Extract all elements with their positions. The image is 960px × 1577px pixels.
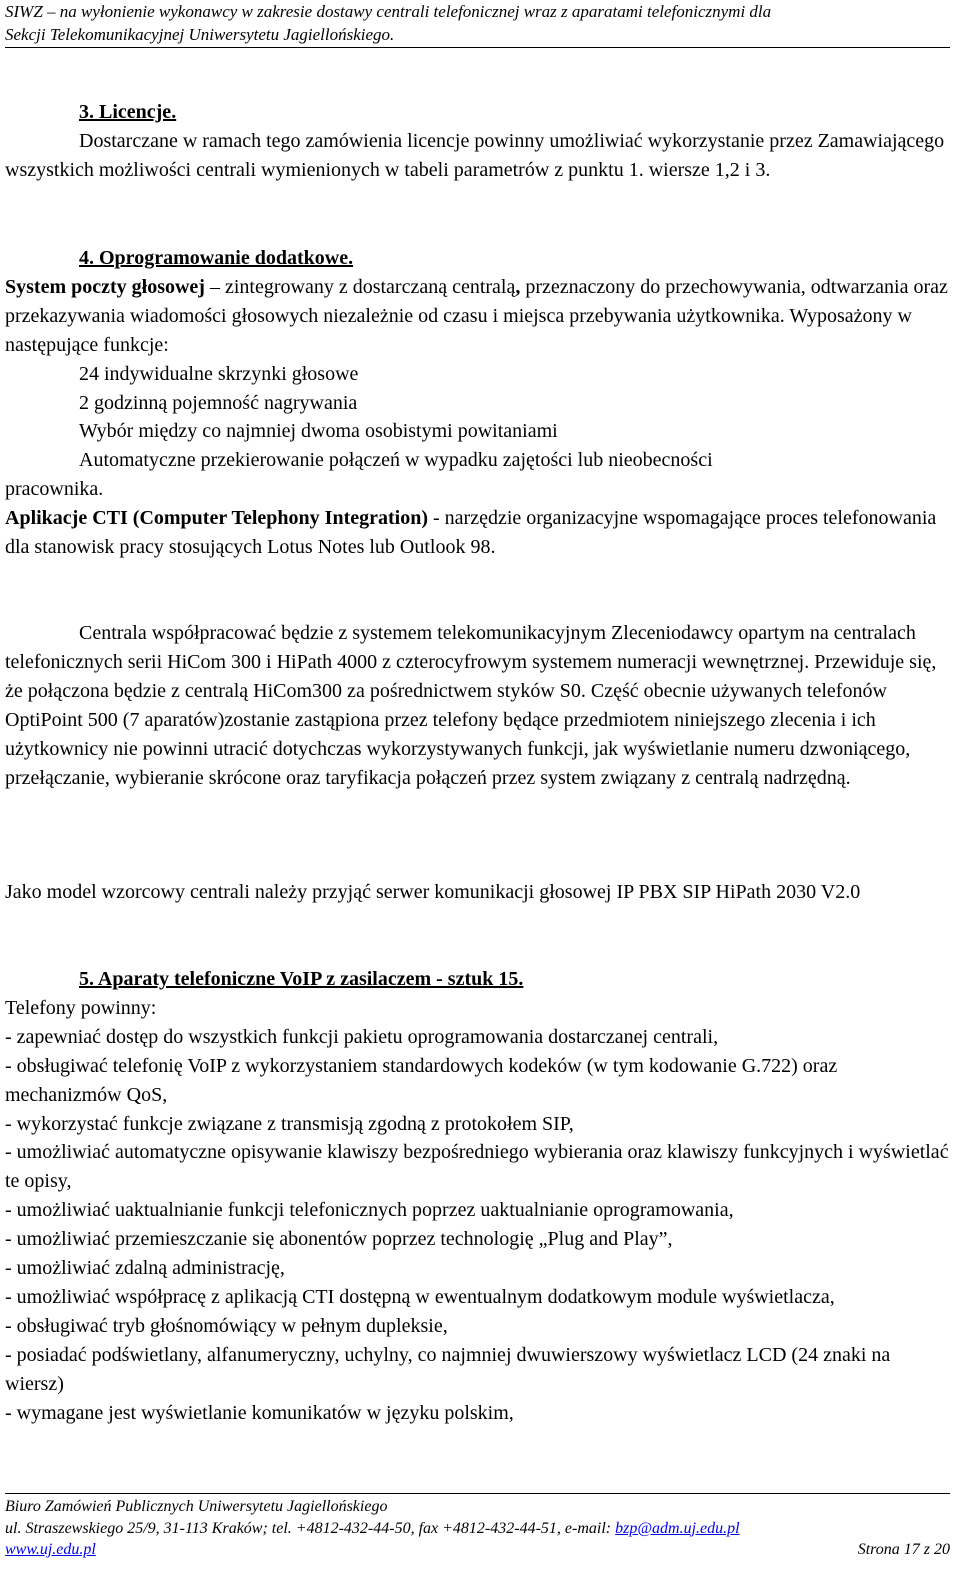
section-oprogramowanie [5, 244, 950, 562]
footer-website-link[interactable]: www.uj.edu.pl [5, 1541, 96, 1558]
centrala-paragraph [5, 619, 950, 792]
footer-office: Biuro Zamówień Publicznych Uniwersytetu Jagiellońskiego [5, 1498, 388, 1515]
page-footer [5, 1493, 950, 1561]
requirement-item: - wymagane jest wyświetlanie komunikatów w języku polskim, [5, 1401, 514, 1424]
requirement-item: - umożliwiać automatyczne opisywanie klawiszy bezpośredniego wybierania oraz klawiszy funkcyjnych i wyświetlać te opisy, [5, 1141, 949, 1193]
footer-address-line [5, 1518, 950, 1540]
requirement-item: - wykorzystać funkcje związane z transmisją zgodną z protokołem SIP, [5, 1112, 574, 1135]
footer-bottom-row [5, 1539, 950, 1561]
cti-text: - narzędzie organizacyjne wspomagające proces telefonowania dla stanowisk pracy stosujących Lotus Notes lub Outlook 98. [5, 507, 937, 559]
feature-tail: pracownika. [5, 478, 104, 501]
page-number: Strona 17 z 20 [857, 1541, 950, 1558]
section-3-body: Dostarczane w ramach tego zamówienia licencje powinny umożliwiać wykorzystanie przez Zamawiającego wszystkich możliwości centrali wymienionych w tabeli parametrów z punktu 1. wiersze 1,2 i 3. [5, 129, 945, 181]
voicemail-text-2: przeznaczony do przechowywania, odtwarzania oraz przekazywania wiadomości głosowych niezależnie od czasu i miejsca przebywania użytkownika. Wyposażony w następujące funkcje: [5, 275, 948, 356]
section-4-heading: 4. Oprogramowanie dodatkowe. [79, 247, 354, 269]
requirement-item: - obsługiwać tryb głośnomówiący w pełnym dupleksie, [5, 1314, 448, 1337]
page-header [5, 0, 950, 48]
section-5-intro: Telefony powinny: [5, 996, 157, 1019]
requirement-item: - umożliwiać przemieszczanie się abonentów poprzez technologię „Plug and Play”, [5, 1228, 673, 1251]
model-paragraph: Jako model wzorcowy centrali należy przyjąć serwer komunikacji głosowej IP PBX SIP HiPath 2030 V2.0 [5, 881, 861, 903]
centrala-text: Centrala współpracować będzie z systemem telekomunikacyjnym Zleceniodawcy opartym na centralach telefonicznych serii HiCom 300 i HiPath 4000 z czterocyfrowym systemem numeracji wewnętrznej. Przewiduje się, że połączona będzie z centralą HiCom300 za pośrednictwem styków S0. Część obecnie używanych telefonów OptiPoint 500 (7 aparatów)zostanie zastąpiona przez telefony będące przedmiotem niniejszego zlecenia i ich użytkownicy nie powinni utracić dotychczas wykorzystywanych funkcji, jak wyświetlanie numeru dzwoniącego, przełączanie, wybieranie skrócone oraz taryfikacja połączeń przez system związany z centralą nadrzędną. [5, 622, 937, 789]
feature-item: 24 indywidualne skrzynki głosowe [79, 362, 359, 385]
feature-item: Wybór między co najmniej dwoma osobistymi powitaniami [79, 420, 558, 443]
voicemail-comma: , [515, 275, 521, 298]
requirement-item: - posiadać podświetlany, alfanumeryczny, uchylny, co najmniej dwuwierszowy wyświetlacz LCD (24 znaki na wiersz) [5, 1343, 891, 1395]
section-3-text [5, 127, 950, 185]
feature-item: Automatyczne przekierowanie połączeń w wypadku zajętości lub nieobecności [79, 449, 713, 472]
cti-title: Aplikacje CTI (Computer Telephony Integration) [5, 507, 428, 530]
header-line-2: Sekcji Telekomunikacyjnej Uniwersytetu Jagiellońskiego. [5, 25, 395, 44]
requirement-item: - umożliwiać współpracę z aplikacją CTI dostępną w ewentualnym dodatkowym module wyświetlacza, [5, 1285, 835, 1308]
section-licencje [5, 98, 950, 185]
requirement-item: - obsługiwać telefonię VoIP z wykorzystaniem standardowych kodeków (w tym kodowanie G.722) oraz mechanizmów QoS, [5, 1054, 838, 1106]
voicemail-text-1: – zintegrowany z dostarczaną centralą [204, 275, 516, 298]
requirement-item: - zapewniać dostęp do wszystkich funkcji pakietu oprogramowania dostarczanej centrali, [5, 1025, 719, 1048]
voicemail-title: System poczty głosowej [5, 275, 205, 298]
cti-paragraph [5, 504, 950, 562]
voicemail-paragraph [5, 273, 950, 360]
header-line-1: SIWZ – na wyłonienie wykonawcy w zakresie dostawy centrali telefonicznej wraz z aparatami telefonicznymi dla [5, 2, 772, 21]
footer-email-link[interactable]: bzp@adm.uj.edu.pl [615, 1519, 740, 1537]
section-aparaty [5, 965, 950, 1428]
feature-item: 2 godzinną pojemność nagrywania [79, 391, 358, 414]
requirement-item: - umożliwiać zdalną administrację, [5, 1257, 285, 1280]
section-3-heading: 3. Licencje. [79, 101, 177, 123]
footer-address: ul. Straszewskiego 25/9, 31-113 Kraków; tel. +4812-432-44-50, fax +4812-432-44-51, e-mail: [5, 1519, 616, 1537]
section-5-heading: 5. Aparaty telefoniczne VoIP z zasilaczem - sztuk 15. [79, 968, 524, 990]
requirement-item: - umożliwiać uaktualnianie funkcji telefonicznych poprzez uaktualnianie oprogramowania, [5, 1199, 734, 1222]
